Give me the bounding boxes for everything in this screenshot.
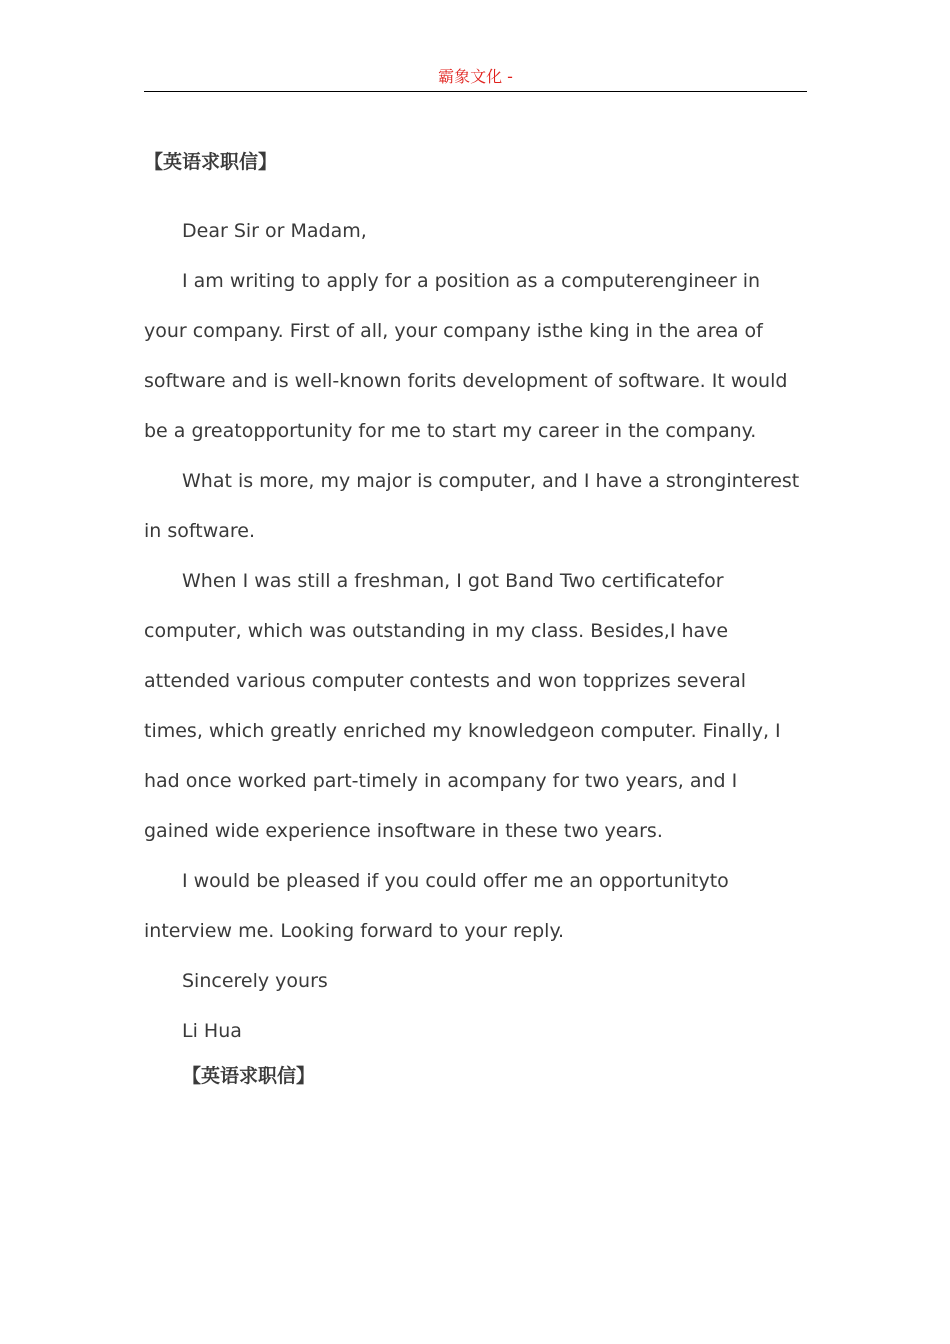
header-title: 霸象文化 - bbox=[438, 67, 513, 86]
paragraph-major: What is more, my major is computer, and I have a stronginterest in software. bbox=[144, 470, 800, 542]
document-heading: 【英语求职信】 bbox=[144, 151, 278, 173]
paragraph-application: I am writing to apply for a position as a computerengineer in your company. First of all, your company isthe king in the area of software and is well-known forits development of software. It would be a greatopportunity for me to start my career in the company. bbox=[144, 270, 788, 442]
closing: Sincerely yours bbox=[182, 970, 328, 992]
paragraph-request: I would be pleased if you could offer me an opportunityto interview me. Looking forward to your reply. bbox=[144, 870, 729, 942]
signature: Li Hua bbox=[182, 1020, 242, 1042]
salutation: Dear Sir or Madam, bbox=[182, 220, 367, 242]
page-header bbox=[144, 66, 807, 92]
letter-body bbox=[144, 148, 804, 1120]
paragraph-experience: When I was still a freshman, I got Band Two certificatefor computer, which was outstanding in my class. Besides,I have attended various computer contests and won topprizes several times, which greatly enriched my knowledgeon computer. Finally, I had once worked part-timely in acompany for two years, and I gained wide experience insoftware in these two years. bbox=[144, 570, 781, 842]
footer-heading: 【英语求职信】 bbox=[182, 1065, 316, 1087]
